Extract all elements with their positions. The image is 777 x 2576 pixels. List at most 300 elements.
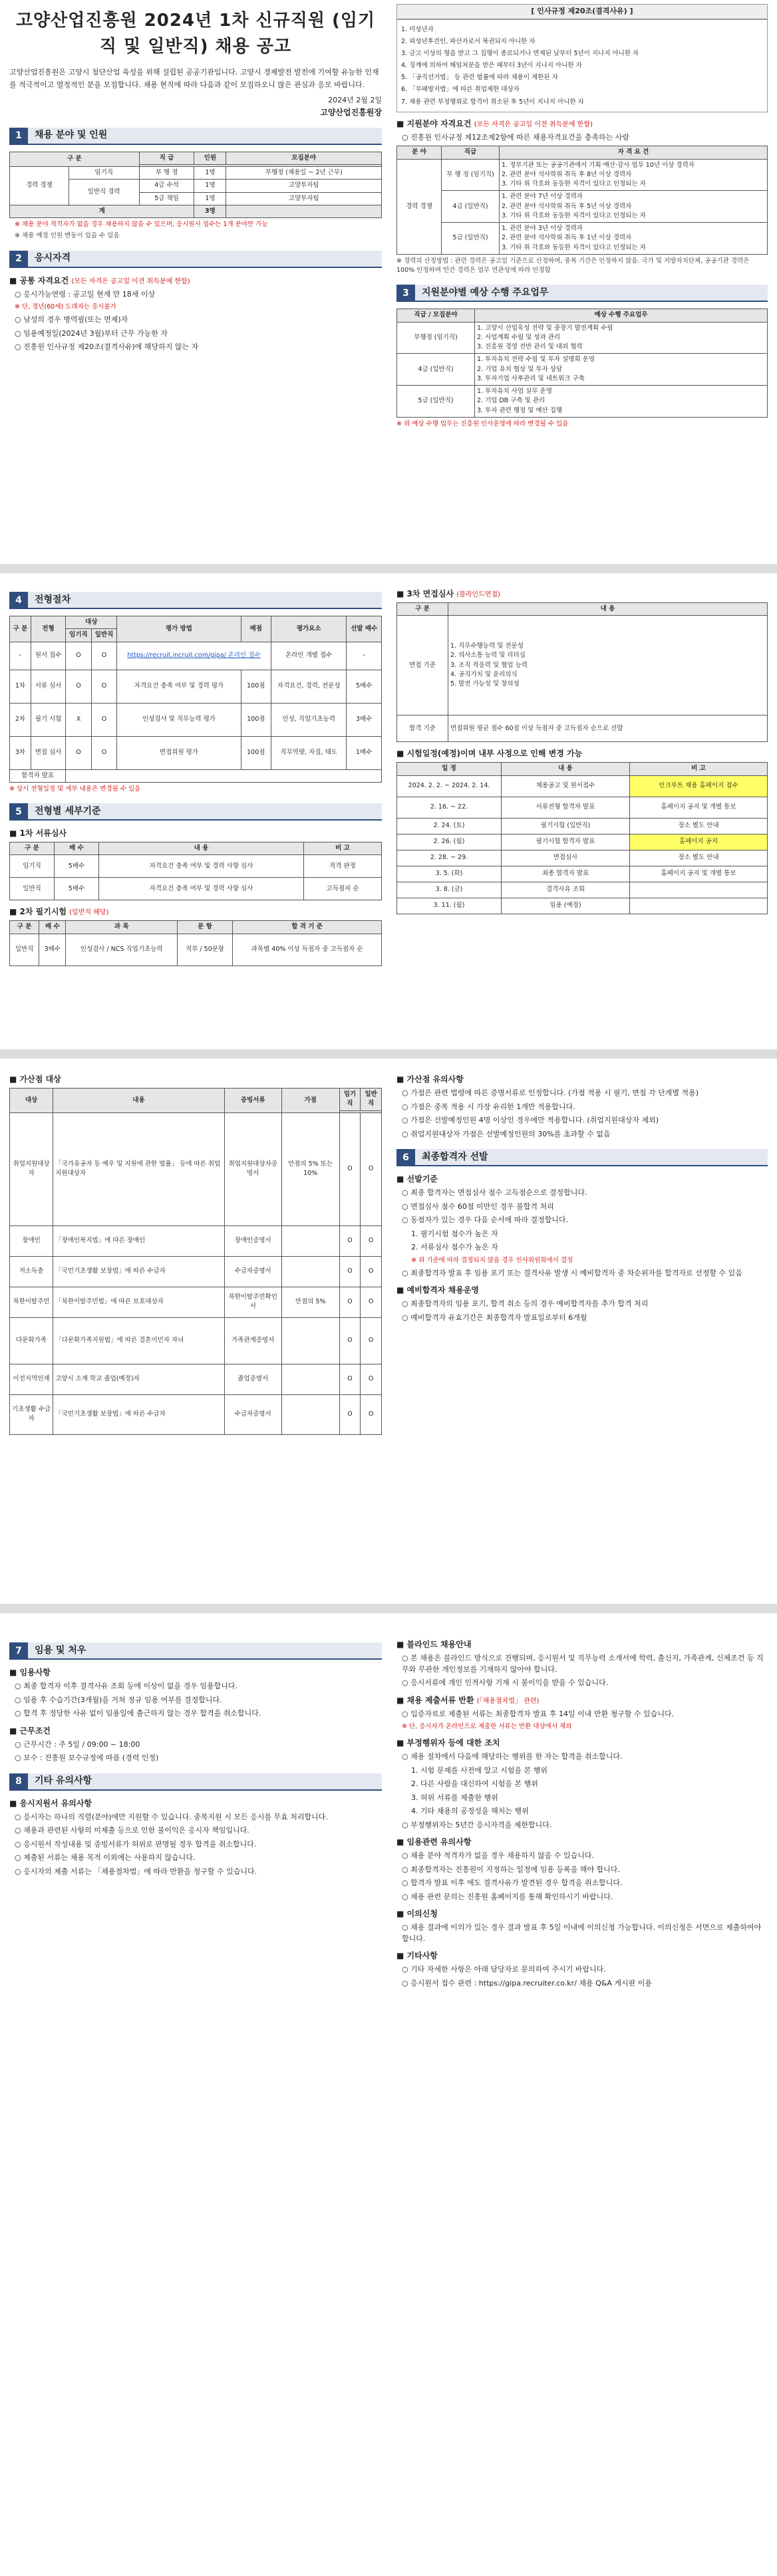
subheading-text: 2차 필기시험 — [19, 907, 67, 917]
table-cell: 100점 — [241, 736, 271, 769]
table-row — [397, 797, 768, 818]
table-cell: 4급 (일반직) — [442, 191, 500, 223]
list-item: ○ 취업지원대상자 가점은 선발예정인원의 30%를 초과할 수 없음 — [402, 1129, 611, 1138]
table-cell: 부 행 정 (임기직) — [442, 159, 500, 191]
section-4-header — [9, 592, 382, 609]
note: ※ 단, 응시자가 온라인으로 제출한 서류는 반환 대상에서 제외 — [402, 1723, 572, 1730]
section-number: 7 — [9, 1642, 28, 1660]
table-cell: 4급 (일반직) — [397, 354, 475, 386]
table-cell: 수급자증명서 — [224, 1256, 281, 1287]
subheading: ■ 3차 면접심사 (블라인드면접) — [396, 589, 500, 598]
written-test-table — [9, 920, 382, 966]
list-item: 2. 다른 사람을 대신하여 시험을 본 행위 — [411, 1779, 538, 1789]
table-row — [397, 715, 768, 742]
table-cell: 5급 (일반직) — [397, 386, 475, 418]
table-cell: O — [339, 1287, 361, 1317]
table-row — [10, 934, 382, 966]
table-cell: O — [91, 703, 117, 736]
list-item: ○ 임용예정일(2024년 3월)부터 근무 가능한 자 — [15, 328, 168, 338]
list-item: ○ 남성의 경우 병역필(또는 면제)자 — [15, 315, 128, 324]
subheading-text: 3차 면접심사 — [406, 589, 454, 598]
table-cell: 고득점자 순 — [304, 878, 382, 900]
page-gap — [0, 1049, 777, 1059]
table-header: 임기직 — [66, 629, 92, 642]
list-item: ○ 응시원서 작성내용 및 증빙서류가 허위로 판명될 경우 합격을 취소합니다. — [15, 1839, 257, 1849]
table-cell: 부 행 정 — [139, 167, 194, 180]
table-row — [10, 1364, 382, 1394]
page-2-left — [9, 582, 382, 966]
interview-table — [396, 602, 768, 742]
table-header: 가점 — [281, 1089, 339, 1113]
table-cell: 1명 — [194, 167, 226, 180]
list-item: ○ 가점은 선발예정인원 4명 이상인 경우에만 적용합니다. (취업지원대상자 제외) — [402, 1116, 659, 1124]
table-cell: 1명 — [194, 180, 226, 192]
table-cell: 1명 — [194, 192, 226, 205]
list-item: 1. 시험 문제를 사전에 알고 시험을 본 행위 — [411, 1765, 547, 1775]
table-cell: 면접 기준 — [397, 616, 448, 715]
list-item: ○ 본 채용은 블라인드 방식으로 진행되며, 응시원서 및 직무능력 소개서에 학력, 출신지, 가족관계, 신체조건 등 직무와 무관한 개인정보를 기재하지 않아야 합니다. — [402, 1654, 764, 1674]
table-header: 합 격 기 준 — [233, 921, 382, 934]
table-cell: 채용공고 및 원서접수 — [502, 775, 630, 797]
table-cell: O — [339, 1317, 361, 1364]
page-3-left — [9, 1068, 382, 1435]
table-cell: 1차 — [10, 670, 31, 703]
subheading: ■ 블라인드 채용안내 — [396, 1640, 472, 1649]
table-cell: 5급 책임 — [139, 192, 194, 205]
list-item: ○ 최종 합격자 이후 결격사유 조회 등에 이상이 없을 경우 임용합니다. — [15, 1682, 237, 1690]
subheading-text: 채용 제출서류 반환 — [406, 1695, 474, 1705]
table-header: 직급 / 모집분야 — [397, 309, 475, 322]
table-cell: O — [66, 670, 92, 703]
section-number: 3 — [396, 285, 415, 302]
table-cell: 1. 직무수행능력 및 전문성 2. 의사소통 능력 및 리더십 3. 조직 적응력 및 협업 능력 4. 공직가치 및 윤리의식 5. 발전 가능성 및 창의성 — [448, 616, 768, 715]
section-number: 5 — [9, 803, 28, 821]
table-cell: 이전지역인재 — [10, 1364, 53, 1394]
table-cell: O — [361, 1394, 382, 1434]
list-item: ○ 최종합격자 발표 후 임용 포기 또는 결격사유 발생 시 예비합격자 중 차순위자를 합격자로 선정할 수 있음 — [402, 1268, 742, 1277]
table-cell: O — [339, 1364, 361, 1394]
page-4 — [0, 1613, 777, 2576]
table-cell: 서류전형 합격자 발표 — [502, 797, 630, 818]
table-cell: 직무역량, 자질, 태도 — [271, 736, 347, 769]
list-item: ○ 응시자의 제출 서류는 「채용절차법」에 따라 반환을 청구할 수 있습니다. — [15, 1867, 257, 1876]
table-cell: 5급 (일반직) — [442, 223, 500, 255]
table-cell — [281, 1225, 339, 1256]
table-row — [397, 882, 768, 898]
table-cell: 임기직 — [69, 167, 139, 180]
table-row — [10, 855, 382, 878]
table-header: 일 정 — [397, 763, 502, 775]
intro-text: 고양산업진흥원은 고양시 첨단산업 육성을 위해 설립된 공공기관입니다. 고양시 경제발전 발전에 기여할 유능한 인재를 적극적이고 열정적인 분을 모집합니다. 채용 현직에 따라 다음과 같이 모집하오니 많은 관심과 응모 바랍니다. — [9, 68, 379, 89]
table-cell: 합격자 발표 — [10, 769, 66, 782]
table-row — [397, 898, 768, 914]
subheading: ■ 기타사항 — [396, 1951, 438, 1961]
section-title: 기타 유의사항 — [28, 1773, 382, 1791]
list-item: 2. 서류심사 점수가 높은 자 — [411, 1243, 498, 1251]
list-item: ○ 예비합격자 유효기간은 최종합격자 발표일로부터 6개월 — [402, 1313, 587, 1322]
table-cell: 졸업증명서 — [224, 1364, 281, 1394]
table-cell: 경력 경쟁 — [10, 167, 69, 205]
contact-link[interactable]: ○ 응시원서 접수 관련 : https://gipa.recruiter.co.kr/ 채용 Q&A 게시판 이용 — [402, 1978, 653, 1988]
page-4-left — [9, 1633, 382, 1880]
table-cell: 2. 16. ~ 22. — [397, 797, 502, 818]
box-line: 1. 미성년자 — [401, 25, 434, 33]
table-row — [397, 866, 768, 882]
org-name: 고양산업진흥원장 — [320, 107, 382, 117]
table-cell: 수급자증명서 — [224, 1394, 281, 1434]
table-cell: 자격요건 충족 여부 및 경력 사항 심사 — [99, 878, 304, 900]
table-cell: 고양투자팀 — [226, 192, 382, 205]
section-title: 전형절차 — [28, 592, 382, 609]
section-2-header — [9, 251, 382, 268]
table-cell: 3배수 — [347, 703, 382, 736]
table-cell — [281, 1317, 339, 1364]
subheading: ■ 가산점 대상 — [9, 1075, 61, 1084]
subheading-text: 임용관련 유의사항 — [406, 1837, 472, 1847]
table-row — [397, 386, 768, 418]
table-cell: X — [66, 703, 92, 736]
subheading: ■ 임용관련 유의사항 — [396, 1837, 472, 1847]
table-cell: 장애인 — [10, 1225, 53, 1256]
table-cell — [630, 882, 768, 898]
table-cell: 「국가유공자 등 예우 및 지원에 관한 법률」 등에 따른 취업지원대상자 — [53, 1112, 225, 1225]
section-7-header — [9, 1642, 382, 1660]
table-header: 직급 — [442, 146, 500, 159]
table-header: 구 분 — [10, 842, 55, 855]
table-cell: 장소 별도 안내 — [630, 850, 768, 866]
subheading: ■ 근무조건 — [9, 1726, 51, 1736]
table-header: 배 수 — [55, 842, 99, 855]
section-number: 1 — [9, 128, 28, 145]
table-header: 자 격 요 건 — [500, 146, 768, 159]
subheading-text: 1차 서류심사 — [19, 829, 67, 838]
table-cell: 적부 / 50문항 — [177, 934, 232, 966]
table-cell: 적격 판정 — [304, 855, 382, 878]
table-cell: 인성검사 / NCS 직업기초능력 — [66, 934, 178, 966]
list-item: ○ 기타 자세한 사항은 아래 담당자로 문의하여 주시기 바랍니다. — [402, 1965, 606, 1974]
table-cell: 1배수 — [347, 736, 382, 769]
table-row — [10, 1287, 382, 1317]
subheading-text: 응시지원서 유의사항 — [19, 1798, 92, 1808]
subheading: ■ 시험일정(예정)이며 내부 사정으로 인해 변경 가능 — [396, 749, 583, 759]
table-row — [10, 642, 382, 670]
subheading-text: 지원분야 자격요건 — [406, 118, 472, 128]
list-item: ○ 응시가능연령 : 공고일 현재 만 18세 이상 — [15, 289, 156, 299]
subheading: ■ 가산점 유의사항 — [396, 1075, 464, 1084]
table-cell: 일반직 경력 — [69, 180, 139, 205]
page-1 — [0, 0, 777, 564]
table-cell: 면접위원 평균 점수 60점 이상 득점자 중 고득점자 순으로 선발 — [448, 715, 768, 742]
table-cell: O — [361, 1287, 382, 1317]
subheading-text: 예비합격자 채용운영 — [406, 1285, 480, 1295]
table-header: 구 분 — [397, 603, 448, 616]
list-item: ○ 채용 분야 적격자가 없을 경우 채용하지 않을 수 있습니다. — [402, 1851, 594, 1861]
table-cell: O — [361, 1317, 382, 1364]
table-row — [10, 769, 382, 782]
table-cell — [66, 769, 382, 782]
table-cell: 고양시 소재 학교 졸업(예정)자 — [53, 1364, 225, 1394]
subheading-note: (모든 자격은 공고일 이전 취득분에 한함) — [474, 120, 593, 128]
list-item: ○ 채용과 관련된 사항의 미제출 등으로 인한 불이익은 응시자 책임입니다. — [15, 1826, 249, 1835]
section-title: 전형별 세부기준 — [28, 803, 382, 821]
list-item: ○ 임용 후 수습기간(3개월)을 거쳐 정규 임용 여부를 결정합니다. — [15, 1695, 222, 1704]
list-item: ○ 채용 절차에서 다음에 해당하는 행위를 한 자는 합격을 취소합니다. — [402, 1752, 623, 1761]
table-cell: 인크루트 채용 홈페이지 접수 — [630, 775, 768, 797]
table-header: 일반직 — [91, 629, 117, 642]
table-header: 선발 배수 — [347, 616, 382, 642]
table-header: 배 수 — [39, 921, 66, 934]
page-gap — [0, 564, 777, 573]
table-cell: 1. 관련 분야 3년 이상 경력자 2. 관련 분야 석사학위 취득 후 1년 이상 경력자 3. 기타 위 각호와 동등한 자격이 있다고 인정되는 자 — [500, 223, 768, 255]
table-cell: 1. 관련 분야 7년 이상 경력자 2. 관련 분야 석사학위 취득 후 5년 이상 경력자 3. 기타 위 각호와 동등한 자격이 있다고 인정되는 자 — [500, 191, 768, 223]
subheading: ■ 선발기준 — [396, 1174, 438, 1184]
list-item: ○ 가점은 중복 적용 시 가장 유리한 1개만 적용합니다. — [402, 1102, 575, 1111]
table-header: 내 용 — [448, 603, 768, 616]
table-cell — [281, 1256, 339, 1287]
table-cell: 면접위원 평가 — [117, 736, 241, 769]
table-header: 구 분 — [10, 921, 39, 934]
table-cell: 3. 11. (월) — [397, 898, 502, 914]
section-title: 임용 및 처우 — [28, 1642, 382, 1660]
list-item: ○ 최종합격자는 진흥원이 지정하는 일정에 임용 등록을 해야 합니다. — [402, 1865, 620, 1874]
table-header: 인원 — [194, 152, 226, 164]
table-row — [10, 1317, 382, 1364]
table-cell: 「국민기초생활 보장법」에 따른 수급자 — [53, 1256, 225, 1287]
table-cell: 4급 수석 — [139, 180, 194, 192]
table-cell: 100점 — [241, 703, 271, 736]
table-cell: 장소 별도 안내 — [630, 818, 768, 834]
section-number: 2 — [9, 251, 28, 268]
table-row — [397, 322, 768, 354]
list-item: 3. 허위 서류를 제출한 행위 — [411, 1793, 498, 1802]
table-cell: 자격요건 충족 여부 및 경력 평가 — [117, 670, 241, 703]
subheading-text: 공통 자격요건 — [19, 275, 69, 285]
list-item: ○ 가점은 관련 법령에 따른 증명서류로 인정합니다. (가점 적용 시 필기, 면접 각 단계별 적용) — [402, 1089, 699, 1097]
subheading-text: 선발기준 — [406, 1174, 438, 1184]
list-item: ○ 합격 후 정당한 사유 없이 임용일에 출근하지 않는 경우 합격을 취소합니다. — [15, 1709, 261, 1718]
table-cell: 5배수 — [55, 878, 99, 900]
table-cell: 2차 — [10, 703, 31, 736]
box-line: 5. 「공직선거법」 등 관련 법률에 따라 채용이 제한된 자 — [401, 74, 558, 82]
subheading-text: 임용사항 — [19, 1668, 51, 1677]
table-cell: 「북한이탈주민법」에 따른 보호대상자 — [53, 1287, 225, 1317]
subheading: ■ 응시지원서 유의사항 — [9, 1798, 92, 1808]
table-cell: 홈페이지 공지 및 개별 통보 — [630, 866, 768, 882]
subheading: ■ 예비합격자 채용운영 — [396, 1285, 480, 1295]
page-2-right — [396, 582, 768, 914]
page-gap — [0, 1604, 777, 1613]
table-cell: 원서 접수 — [31, 642, 66, 670]
table-cell: 계 — [10, 205, 194, 217]
list-item: ○ 입증자료로 제출된 서류는 최종합격자 발표 후 14일 이내 반환 청구할 수 있습니다. — [402, 1709, 675, 1718]
table-header: 전형 — [31, 616, 66, 642]
table-cell — [281, 1364, 339, 1394]
table-header: 직 급 — [139, 152, 194, 164]
section-5-header — [9, 803, 382, 821]
list-item: ○ 근무시간 : 주 5일 / 09:00 ~ 18:00 — [15, 1739, 140, 1749]
process-table — [9, 616, 382, 783]
table-cell: 1. 투자유치 전략 수립 및 투자 설명회 운영 2. 기업 유치 협상 및 투자 상담 3. 투자기업 사후관리 및 네트워크 구축 — [475, 354, 768, 386]
table-cell: O — [339, 1394, 361, 1434]
table-row — [10, 1225, 382, 1256]
subheading-text: 이의신청 — [406, 1909, 438, 1919]
document-title: 고양산업진흥원 2024년 1차 신규직원 (임기직 및 일반직) 채용 공고 — [15, 11, 376, 57]
table-cell: 기초생활 수급자 — [10, 1394, 53, 1434]
table-cell: 취업지원대상자증명서 — [224, 1112, 281, 1225]
table-cell: 만점의 5% 또는 10% — [281, 1112, 339, 1225]
list-item: ○ 제출된 서류는 채용 목적 이외에는 사용하지 않습니다. — [15, 1853, 196, 1862]
section-number: 8 — [9, 1773, 28, 1791]
subheading-note: (일반직 해당) — [69, 909, 109, 917]
table-cell: 취업지원대상자 — [10, 1112, 53, 1225]
table-row — [10, 205, 382, 217]
apply-link[interactable]: https://recruit.incruit.com/gipa/ 온라인 접수 — [117, 642, 271, 670]
table-header: 평가요소 — [271, 616, 347, 642]
table-cell: 3배수 — [39, 934, 66, 966]
table-header: 분 야 — [397, 146, 442, 159]
box-title: [ 인사규정 제20조(결격사유) ] — [396, 4, 768, 19]
table-header: 배점 — [241, 616, 271, 642]
box-line: 6. 「부패방지법」에 따른 취업제한 대상자 — [401, 86, 520, 94]
table-cell: 면접심사 — [502, 850, 630, 866]
subheading-text: 시험일정(예정)이며 내부 사정으로 인해 변경 가능 — [406, 749, 583, 759]
table-cell: 부행정 (임기직) — [397, 322, 475, 354]
page-4-right — [396, 1633, 768, 1992]
table-cell: O — [339, 1256, 361, 1287]
table-header: 평가 방법 — [117, 616, 241, 642]
note: ※ 위 기준에 따라 결정되지 않을 경우 인사위원회에서 결정 — [411, 1256, 573, 1264]
table-header: 대상 — [10, 1089, 53, 1113]
page-1-right — [396, 4, 768, 431]
list-item: ○ 응시자는 하나의 직렬(분야)에만 지원할 수 있습니다. 중복지원 시 모든 응시를 무효 처리합니다. — [15, 1812, 328, 1821]
bonus-table — [9, 1088, 382, 1435]
table-row — [397, 159, 768, 191]
list-item: ○ 채용 관련 문의는 진흥원 홈페이지를 통해 확인하시기 바랍니다. — [402, 1892, 613, 1901]
schedule-table — [396, 762, 768, 914]
table-cell: 「국민기초생활 보장법」에 따른 수급자 — [53, 1394, 225, 1434]
table-row — [397, 850, 768, 866]
list-item: ○ 면접심사 점수 60점 미만인 경우 불합격 처리 — [402, 1202, 554, 1211]
subheading: ■ 지원분야 자격요건 (모든 자격은 공고일 이전 취득분에 한함) — [396, 118, 593, 128]
page-3 — [0, 1059, 777, 1604]
box-line: 3. 금고 이상의 형을 받고 그 집행이 종료되거나 면제된 날부터 5년이 지나지 아니한 자 — [401, 49, 639, 57]
table-cell: 온라인 개별 접수 — [271, 642, 347, 670]
table-row — [397, 354, 768, 386]
table-cell: 자격요건, 경력, 전문성 — [271, 670, 347, 703]
box-line: 2. 피성년후견인, 파산자로서 복권되지 아니한 자 — [401, 37, 536, 45]
table-cell: 결격사유 조회 — [502, 882, 630, 898]
table-cell — [281, 1394, 339, 1434]
table-cell: 100점 — [241, 670, 271, 703]
table-cell: O — [361, 1225, 382, 1256]
note: ※ 상시 전형일정 및 세부 내용은 변경될 수 있음 — [9, 785, 141, 793]
table-cell: 자격요건 충족 여부 및 경력 사항 심사 — [99, 855, 304, 878]
table-cell: 필기 시험 — [31, 703, 66, 736]
table-cell: 장애인증명서 — [224, 1225, 281, 1256]
subheading-text: 기타사항 — [406, 1951, 438, 1961]
table-header: 증빙서류 — [224, 1089, 281, 1113]
table-cell: 인성, 직업기초능력 — [271, 703, 347, 736]
subheading: ■ 부정행위자 등에 대한 조치 — [396, 1738, 500, 1748]
table-cell — [226, 205, 382, 217]
table-cell: O — [361, 1112, 382, 1225]
table-cell: 북한이탈주민확인서 — [224, 1287, 281, 1317]
disqualification-box — [396, 19, 768, 112]
subheading-text: 가산점 유의사항 — [406, 1075, 464, 1084]
table-cell: 2024. 2. 2. ~ 2024. 2. 14. — [397, 775, 502, 797]
list-item: ○ 응시서류에 개인 인적사항 기재 시 불이익을 받을 수 있습니다. — [402, 1678, 609, 1687]
table-row — [10, 167, 382, 180]
table-cell: - — [10, 642, 31, 670]
section-title: 채용 분야 및 인원 — [28, 128, 382, 145]
list-item: 4. 기타 채용의 공정성을 해치는 행위 — [411, 1807, 529, 1816]
table-header: 내 용 — [99, 842, 304, 855]
note: ※ 단, 정년(60세) 도래자는 응시불가 — [15, 303, 116, 311]
table-cell: 가족관계증명서 — [224, 1317, 281, 1364]
table-cell: 3차 — [10, 736, 31, 769]
table-header: 대상 — [66, 616, 117, 629]
table-cell: 5배수 — [347, 670, 382, 703]
table-cell: 최종 합격자 발표 — [502, 866, 630, 882]
subheading-note: (「채용절차법」 관련) — [476, 1697, 540, 1705]
table-row — [10, 1256, 382, 1287]
note: ※ 경력의 산정방법 : 관련 경력은 공고일 기준으로 산정하며, 중복 기간은 인정하지 않음. 국가 및 지방자치단체, 공공기관 경력은 100% 인정하며 민간 경력은 업무 연관성에 따라 인정함 — [396, 257, 750, 275]
table-header: 구 분 — [10, 152, 140, 166]
table-row — [397, 775, 768, 797]
page-3-right — [396, 1068, 768, 1326]
table-header: 일반직 — [361, 1089, 382, 1111]
table-header: 임기직 — [339, 1089, 361, 1111]
note: ※ 위 예상 수행 업무는 진흥원 인사운영에 따라 변경될 수 있음 — [396, 420, 569, 428]
table-row — [10, 1394, 382, 1434]
subheading: ■ 임용사항 — [9, 1668, 51, 1677]
recruit-table — [9, 152, 382, 218]
subheading-text: 근무조건 — [19, 1726, 51, 1736]
list-item: 1. 필기시험 점수가 높은 자 — [411, 1229, 498, 1238]
section-number: 4 — [9, 592, 28, 609]
table-cell: 「장애인복지법」에 따른 장애인 — [53, 1225, 225, 1256]
list-item: ○ 합격자 발표 이후 에도 결격사유가 발견된 경우 합격을 취소합니다. — [402, 1878, 623, 1888]
list-item: ○ 보수 : 진흥원 보수규정에 따름 (경력 인정) — [15, 1753, 159, 1762]
qualification-table — [396, 146, 768, 255]
table-row — [10, 670, 382, 703]
subheading: ■ 1차 서류심사 — [9, 829, 67, 838]
table-cell: 일반직 — [10, 934, 39, 966]
table-cell: O — [66, 736, 92, 769]
section-1-header — [9, 128, 382, 145]
table-cell: 2. 24. (토) — [397, 818, 502, 834]
table-cell: 경력 경쟁 — [397, 159, 442, 254]
table-cell: 홈페이지 공지 및 개별 통보 — [630, 797, 768, 818]
table-row — [397, 616, 768, 715]
duty-table — [396, 309, 768, 418]
table-cell: 2. 28. ~ 29. — [397, 850, 502, 866]
table-cell: 3. 5. (화) — [397, 866, 502, 882]
table-cell: 인성검사 및 직무능력 평가 — [117, 703, 241, 736]
doc-screening-table — [9, 842, 382, 900]
list-item: ○ 부정행위자는 5년간 응시자격을 제한합니다. — [402, 1820, 552, 1829]
table-cell: 면접 심사 — [31, 736, 66, 769]
table-cell: 과목별 40% 이상 득점자 중 고득점자 순 — [233, 934, 382, 966]
table-cell: 임기직 — [10, 855, 55, 878]
table-cell: 북한이탈주민 — [10, 1287, 53, 1317]
table-cell: 일반직 — [10, 878, 55, 900]
table-header: 비 고 — [630, 763, 768, 775]
table-cell: 임용 (예정) — [502, 898, 630, 914]
table-cell: 저소득층 — [10, 1256, 53, 1287]
table-cell: 5배수 — [55, 855, 99, 878]
table-row — [10, 1112, 382, 1225]
